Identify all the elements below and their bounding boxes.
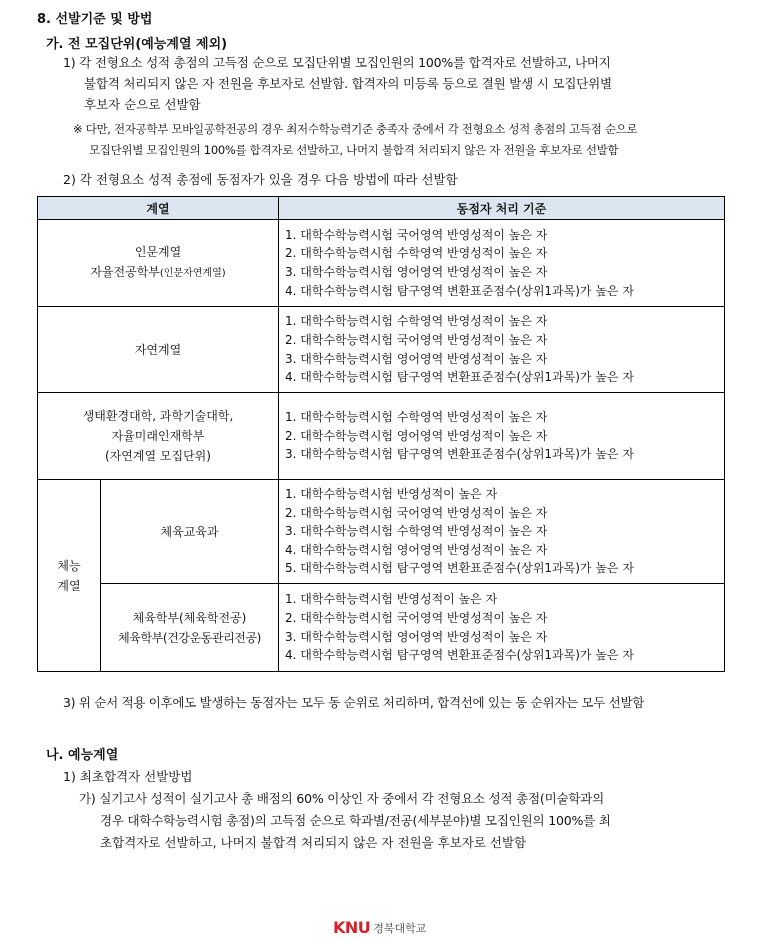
rule-item: 1. 대학수학능력시험 수학영역 반영성적이 높은 자 (285, 410, 548, 425)
item2-text: 2) 각 전형요소 성적 총점에 동점자가 있을 경우 다음 방법에 따라 선발함 (63, 172, 458, 187)
table-row (38, 393, 725, 480)
sub-b-item1: 1) 최초합격자 선발방법 (63, 769, 193, 784)
category-line: 체육학부(건강운동관리전공) (118, 630, 261, 645)
footer-logo (333, 918, 426, 937)
rule-item: 3. 대학수학능력시험 탐구영역 변환표준점수(상위1과목)가 높은 자 (285, 447, 634, 462)
university-name: 경북대학교 (373, 921, 427, 935)
rule-item: 2. 대학수학능력시험 국어영역 반영성적이 높은 자 (285, 332, 548, 347)
rule-item: 4. 대학수학능력시험 탐구영역 변환표준점수(상위1과목)가 높은 자 (285, 283, 634, 298)
item1-paragraph (63, 52, 743, 115)
category-line: 계열 (57, 578, 81, 593)
knu-logo-mark: KNU (333, 918, 371, 937)
subsection-b-title: 나. 예능계열 (46, 748, 119, 763)
rule-item: 4. 대학수학능력시험 탐구영역 변환표준점수(상위1과목)가 높은 자 (285, 648, 634, 663)
category-line: 체능 (57, 558, 81, 573)
rule-item: 4. 대학수학능력시험 영어영역 반영성적이 높은 자 (285, 542, 548, 557)
rules-cell (279, 584, 725, 672)
rule-item: 2. 대학수학능력시험 국어영역 반영성적이 높은 자 (285, 505, 548, 520)
rules-cell (279, 307, 725, 393)
item1-line: 후보자 순으로 선발함 (84, 97, 201, 112)
subsection-a-title: 가. 전 모집단위(예능계열 제외) (46, 37, 228, 52)
note-line: 모집단위별 모집인원의 100%를 합격자로 선발하고, 나머지 불합격 처리되지 않은 자 전원을 후보자로 선발함 (89, 143, 619, 157)
category-cell (101, 584, 279, 672)
rules-cell (279, 480, 725, 584)
note-paragraph (73, 119, 637, 161)
rule-item: 2. 대학수학능력시험 국어영역 반영성적이 높은 자 (285, 610, 548, 625)
category-line: 자율미래인재학부 (111, 429, 205, 443)
header-rules: 동점자 처리 기준 (279, 197, 725, 220)
header-category: 계열 (38, 197, 279, 220)
table-row (38, 220, 725, 307)
rule-item: 5. 대학수학능력시험 탐구영역 변환표준점수(상위1과목)가 높은 자 (285, 561, 634, 576)
category-cell (101, 480, 279, 584)
rule-item: 3. 대학수학능력시험 영어영역 반영성적이 높은 자 (285, 265, 548, 279)
rule-item: 1. 대학수학능력시험 국어영역 반영성적이 높은 자 (285, 227, 548, 242)
item1a-line: 초합격자로 선발하고, 나머지 불합격 처리되지 않은 자 전원을 후보자로 선발함 (100, 835, 527, 850)
rule-item: 3. 대학수학능력시험 수학영역 반영성적이 높은 자 (285, 524, 548, 539)
category-cell (38, 307, 279, 393)
rule-item: 3. 대학수학능력시험 영어영역 반영성적이 높은 자 (285, 351, 548, 366)
table-row (38, 584, 725, 672)
category-line: 인문계열 (134, 245, 182, 259)
category-cell (38, 220, 279, 307)
item3-text: 3) 위 순서 적용 이후에도 발생하는 동점자는 모두 동 순위로 처리하며, 합격선에 있는 동 순위자는 모두 선발함 (63, 695, 645, 710)
category-line: 체육학부(체육학전공) (132, 610, 247, 625)
category-line: 자연계열 (134, 342, 182, 357)
item1-line: 불합격 처리되지 않은 자 전원을 후보자로 선발함. 합격자의 미등록 등으로 결원 발생 시 모집단위별 (84, 76, 612, 91)
category-text: 자율전공학부 (90, 265, 160, 279)
rule-item: 2. 대학수학능력시험 수학영역 반영성적이 높은 자 (285, 246, 548, 261)
category-small-text: (인문자연계열) (159, 268, 226, 279)
tie-break-table (37, 196, 725, 672)
item1-line: 1) 각 전형요소 성적 총점의 고득점 순으로 모집단위별 모집인원의 100%를 합격자로 선발하고, 나머지 (63, 55, 611, 70)
rule-item: 1. 대학수학능력시험 반영성적이 높은 자 (285, 487, 498, 502)
rule-item: 1. 대학수학능력시험 수학영역 반영성적이 높은 자 (285, 314, 548, 329)
table-row (38, 307, 725, 393)
table-header-row (38, 197, 725, 220)
sports-group-cell (38, 480, 101, 672)
category-line: 생태환경대학, 과학기술대학, (82, 409, 234, 423)
rule-item: 4. 대학수학능력시험 탐구영역 변환표준점수(상위1과목)가 높은 자 (285, 370, 634, 385)
section-title: 8. 선발기준 및 방법 (37, 12, 153, 27)
rule-item: 3. 대학수학능력시험 영어영역 반영성적이 높은 자 (285, 629, 548, 644)
rule-item: 2. 대학수학능력시험 영어영역 반영성적이 높은 자 (285, 428, 548, 443)
category-line: (자연계열 모집단위) (105, 449, 211, 463)
sub-b-item1a-paragraph (79, 788, 611, 854)
rules-cell (279, 393, 725, 480)
category-cell (38, 393, 279, 480)
category-line (38, 262, 278, 284)
item1a-line: 가) 실기고사 성적이 실기고사 총 배점의 60% 이상인 자 중에서 각 전형요소 성적 총점(미술학과의 (79, 791, 604, 806)
table-row (38, 480, 725, 584)
note-line: ※ 다만, 전자공학부 모바일공학전공의 경우 최저수학능력기준 충족자 중에서 각 전형요소 성적 총점의 고득점 순으로 (73, 122, 638, 136)
rule-item: 1. 대학수학능력시험 반영성적이 높은 자 (285, 592, 498, 607)
rules-cell (279, 220, 725, 307)
category-line: 체육교육과 (160, 524, 219, 539)
item1a-line: 경우 대학수학능력시험 총점)의 고득점 순으로 학과별/전공(세부분야)별 모집인원의 100%를 최 (100, 813, 611, 828)
